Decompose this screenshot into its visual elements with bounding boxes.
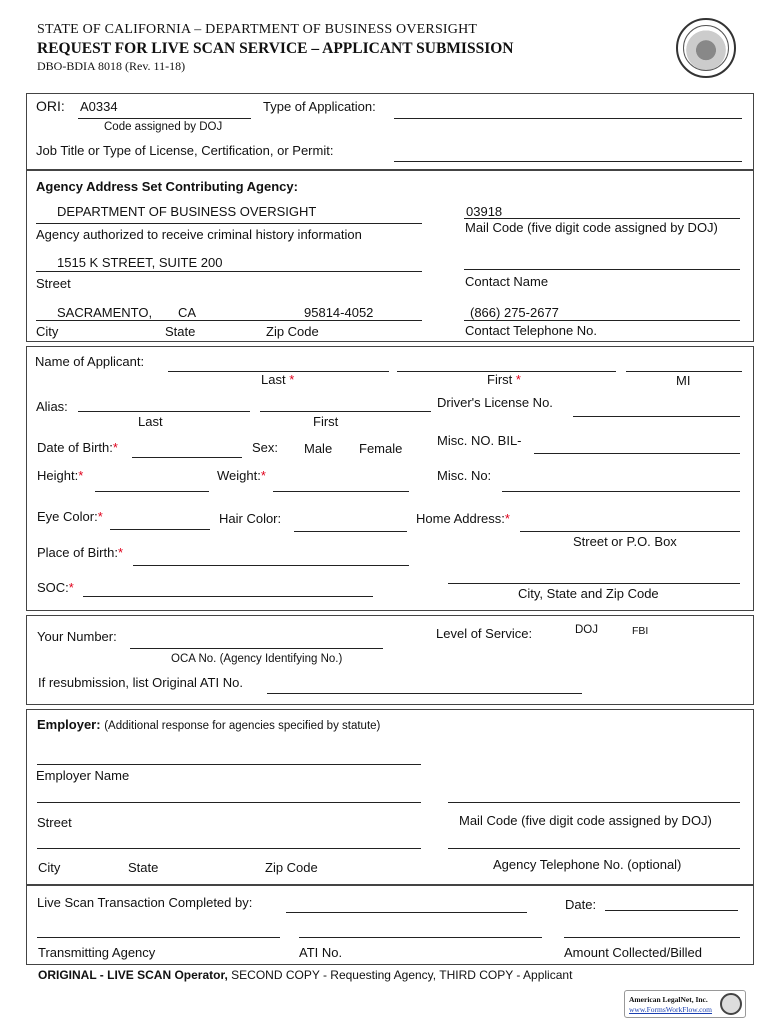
hair-color-label: Hair Color: bbox=[219, 511, 282, 526]
sex-male-option[interactable]: Male bbox=[304, 441, 333, 456]
resubmission-label: If resubmission, list Original ATI No. bbox=[38, 675, 243, 690]
employer-phone-field[interactable] bbox=[448, 848, 740, 849]
misc-bil-label: Misc. NO. BIL- bbox=[437, 433, 522, 448]
applicant-section bbox=[26, 346, 754, 611]
street-pobox-caption: Street or P.O. Box bbox=[573, 534, 677, 549]
level-fbi-option[interactable]: FBI bbox=[632, 625, 649, 637]
ori-caption: Code assigned by DOJ bbox=[104, 121, 223, 133]
city-state-zip-caption: City, State and Zip Code bbox=[518, 586, 659, 601]
required-asterisk: * bbox=[515, 372, 521, 387]
transmitting-agency-field[interactable] bbox=[37, 937, 280, 938]
zip-caption: Zip Code bbox=[266, 324, 319, 339]
phone-caption: Contact Telephone No. bbox=[465, 323, 598, 338]
required-asterisk: * bbox=[289, 372, 295, 387]
original-ati-field[interactable] bbox=[267, 693, 582, 694]
required-asterisk: * bbox=[117, 545, 123, 560]
form-number: DBO-BDIA 8018 (Rev. 11-18) bbox=[37, 59, 186, 73]
street-caption: Street bbox=[36, 276, 71, 291]
city-line bbox=[36, 320, 422, 321]
employer-mail-code-caption: Mail Code (five digit code assigned by DOJ) bbox=[459, 813, 712, 828]
employer-mail-code-field[interactable] bbox=[448, 802, 740, 803]
agency-name-line bbox=[36, 223, 422, 224]
employer-zip-caption: Zip Code bbox=[265, 860, 318, 875]
applicant-name-label: Name of Applicant: bbox=[35, 354, 145, 369]
required-asterisk: * bbox=[68, 580, 74, 595]
footer-copies: SECOND COPY - Requesting Agency, THIRD COPY - Applicant bbox=[227, 968, 573, 982]
ori-label: ORI: bbox=[36, 98, 65, 114]
legalnet-logo bbox=[624, 990, 746, 1018]
street-value[interactable]: 1515 K STREET, SUITE 200 bbox=[57, 255, 223, 270]
sex-female-option[interactable]: Female bbox=[359, 441, 403, 456]
dob-field[interactable] bbox=[132, 457, 242, 458]
employer-name-caption: Employer Name bbox=[36, 768, 130, 783]
footer-original: ORIGINAL - LIVE SCAN Operator, bbox=[38, 968, 228, 982]
place-of-birth-label: Place of Birth: bbox=[37, 545, 118, 560]
employer-street-field[interactable] bbox=[37, 802, 421, 803]
employer-city-caption: City bbox=[38, 860, 61, 875]
agency-name-value[interactable]: DEPARTMENT OF BUSINESS OVERSIGHT bbox=[57, 204, 317, 219]
type-of-application-label: Type of Application: bbox=[263, 99, 376, 114]
oca-caption: OCA No. (Agency Identifying No.) bbox=[171, 653, 343, 665]
alias-last-field[interactable] bbox=[78, 411, 250, 412]
employer-name-field[interactable] bbox=[37, 764, 421, 765]
misc-no-field[interactable] bbox=[502, 491, 740, 492]
agency-name-caption: Agency authorized to receive criminal history information bbox=[36, 227, 362, 242]
employer-street-caption: Street bbox=[37, 815, 72, 830]
required-asterisk: * bbox=[260, 468, 266, 483]
home-address-label: Home Address: bbox=[416, 511, 505, 526]
last-caption: Last bbox=[261, 372, 286, 387]
phone-value[interactable]: (866) 275-2677 bbox=[470, 305, 559, 320]
amount-field[interactable] bbox=[564, 937, 740, 938]
logo-line1: American LegalNet, Inc. bbox=[629, 995, 708, 1004]
ati-no-caption: ATI No. bbox=[299, 945, 343, 960]
weight-label: Weight: bbox=[217, 468, 261, 483]
alias-label: Alias: bbox=[36, 399, 68, 414]
sex-label: Sex: bbox=[252, 440, 279, 455]
required-asterisk: * bbox=[504, 511, 510, 526]
soc-label: SOC: bbox=[37, 580, 69, 595]
street-line bbox=[36, 271, 422, 272]
employer-city-field[interactable] bbox=[37, 848, 421, 849]
state-caption: State bbox=[165, 324, 196, 339]
mi-caption: MI bbox=[676, 373, 691, 388]
city-value[interactable]: SACRAMENTO, bbox=[57, 305, 153, 320]
dob-label: Date of Birth: bbox=[37, 440, 113, 455]
first-caption: First bbox=[487, 372, 513, 387]
zip-value[interactable]: 95814-4052 bbox=[304, 305, 374, 320]
alias-first-caption: First bbox=[313, 414, 339, 429]
alias-last-caption: Last bbox=[138, 414, 163, 429]
employer-state-caption: State bbox=[128, 860, 159, 875]
date-field[interactable] bbox=[605, 910, 738, 911]
contact-name-field[interactable] bbox=[464, 269, 740, 270]
weight-field[interactable] bbox=[273, 491, 409, 492]
employer-note: (Additional response for agencies specified by statute) bbox=[104, 720, 381, 732]
height-label: Height: bbox=[37, 468, 79, 483]
ori-line bbox=[78, 118, 251, 119]
level-of-service-label: Level of Service: bbox=[436, 626, 533, 641]
soc-field[interactable] bbox=[83, 596, 373, 597]
place-of-birth-field[interactable] bbox=[133, 565, 409, 566]
employer-heading: Employer: bbox=[37, 717, 101, 732]
level-doj-option[interactable]: DOJ bbox=[575, 624, 598, 636]
form-title: REQUEST FOR LIVE SCAN SERVICE – APPLICANT SUBMISSION bbox=[37, 40, 514, 57]
required-asterisk: * bbox=[112, 440, 118, 455]
employer-phone-caption: Agency Telephone No. (optional) bbox=[493, 857, 682, 872]
job-title-field[interactable] bbox=[394, 161, 742, 162]
eye-color-label: Eye Color: bbox=[37, 509, 98, 524]
agency-header: STATE OF CALIFORNIA – DEPARTMENT OF BUSINESS OVERSIGHT bbox=[37, 22, 478, 37]
drivers-license-field[interactable] bbox=[573, 416, 740, 417]
misc-bil-field[interactable] bbox=[534, 453, 740, 454]
completed-by-label: Live Scan Transaction Completed by: bbox=[37, 895, 253, 910]
your-number-label: Your Number: bbox=[37, 629, 117, 644]
mail-code-caption: Mail Code (five digit code assigned by DOJ) bbox=[465, 220, 718, 235]
transmitting-agency-caption: Transmitting Agency bbox=[38, 945, 156, 960]
contact-name-caption: Contact Name bbox=[465, 274, 549, 289]
home-address-street-field[interactable] bbox=[520, 531, 740, 532]
hair-color-field[interactable] bbox=[294, 531, 407, 532]
city-caption: City bbox=[36, 324, 59, 339]
state-value[interactable]: CA bbox=[178, 305, 197, 320]
mail-code-line bbox=[464, 218, 740, 219]
mi-field[interactable] bbox=[626, 371, 742, 372]
state-seal-icon bbox=[676, 18, 736, 78]
ati-no-field[interactable] bbox=[299, 937, 542, 938]
agency-heading: Agency Address Set Contributing Agency: bbox=[36, 179, 298, 194]
ori-value[interactable]: A0334 bbox=[80, 99, 118, 114]
your-number-field[interactable] bbox=[130, 648, 383, 649]
job-title-label: Job Title or Type of License, Certification, or Permit: bbox=[36, 143, 334, 158]
misc-no-label: Misc. No: bbox=[437, 468, 492, 483]
eye-color-field[interactable] bbox=[110, 529, 210, 530]
required-asterisk: * bbox=[78, 468, 84, 483]
legalnet-globe-icon bbox=[720, 993, 742, 1015]
required-asterisk: * bbox=[97, 509, 103, 524]
phone-line bbox=[464, 320, 740, 321]
home-address-csz-field[interactable] bbox=[448, 583, 740, 584]
completed-by-field[interactable] bbox=[286, 912, 527, 913]
date-label: Date: bbox=[565, 897, 597, 912]
alias-first-field[interactable] bbox=[260, 411, 431, 412]
type-of-application-field[interactable] bbox=[394, 118, 742, 119]
mail-code-value[interactable]: 03918 bbox=[466, 204, 503, 219]
height-field[interactable] bbox=[95, 491, 209, 492]
amount-caption: Amount Collected/Billed bbox=[564, 945, 703, 960]
drivers-license-label: Driver's License No. bbox=[437, 395, 553, 410]
logo-line2[interactable]: www.FormsWorkFlow.com bbox=[629, 1005, 713, 1014]
